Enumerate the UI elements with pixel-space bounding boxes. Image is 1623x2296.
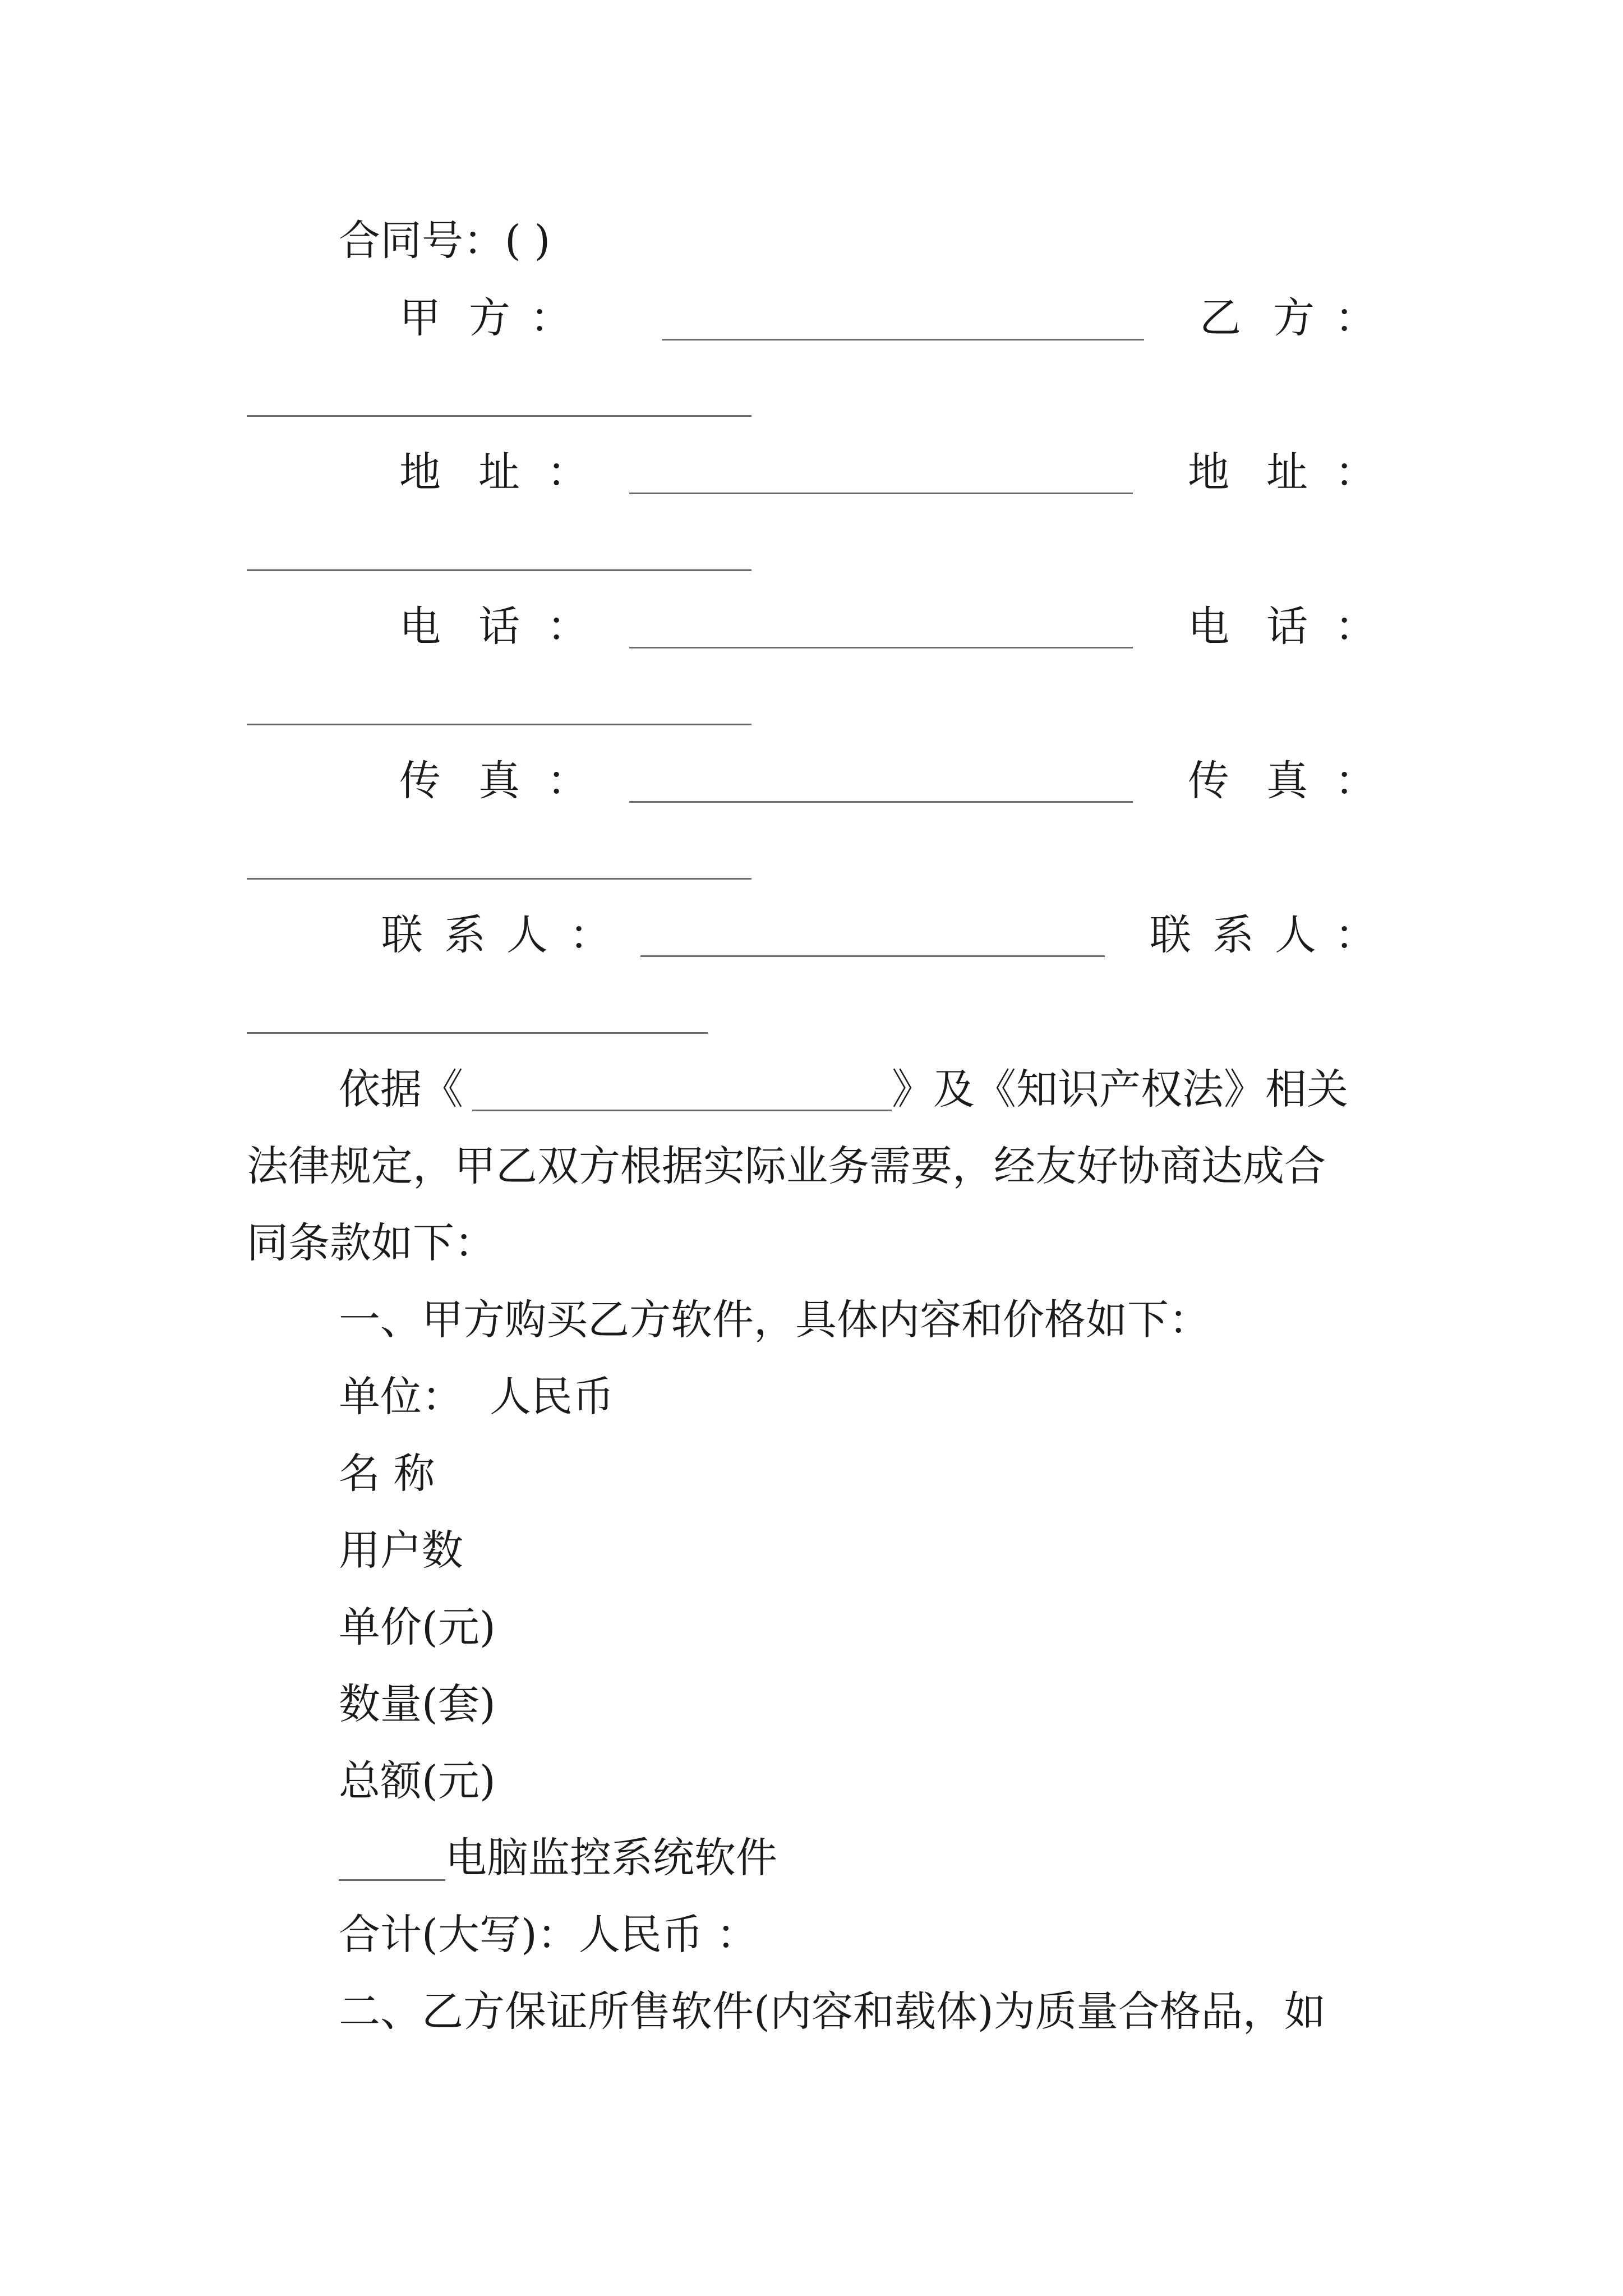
party-b-fax-label-2: 真 xyxy=(1266,757,1308,805)
party-b-name-label-1: 乙 xyxy=(1200,294,1241,342)
party-a-address-blank[interactable] xyxy=(629,493,1133,494)
party-b-phone-label-2: 话 xyxy=(1266,602,1308,651)
party-b-name-label-2: 方 xyxy=(1273,294,1315,342)
total-amount: 合计(大写)：人民币 ： xyxy=(339,1911,758,1959)
party-a-phone-label-1: 电 xyxy=(399,602,441,651)
party-b-fax-label-1: 传 xyxy=(1188,757,1229,805)
header-total: 总额(元) xyxy=(339,1757,496,1805)
clause-1: 一、甲方购买乙方软件，具体内容和价格如下： xyxy=(339,1296,1210,1344)
product-prefix-blank[interactable] xyxy=(339,1879,445,1881)
header-users: 用户数 xyxy=(339,1526,463,1575)
party-a-address-label-colon: ： xyxy=(547,448,588,496)
party-b-phone-label-colon: ： xyxy=(1335,602,1376,651)
party-a-name-label-colon: ： xyxy=(530,294,571,342)
party-a-contact-blank[interactable] xyxy=(640,955,1105,957)
law-name-blank[interactable] xyxy=(472,1110,892,1111)
party-a-phone-blank[interactable] xyxy=(629,647,1133,648)
preamble-line1-end: 》及《知识产权法》相关 xyxy=(892,1065,1348,1114)
party-b-address-label-1: 地 xyxy=(1188,448,1229,496)
party-a-fax-label-1: 传 xyxy=(399,757,441,805)
party-a-address-label-2: 址 xyxy=(478,448,520,496)
party-b-contact-blank[interactable] xyxy=(247,1032,708,1034)
party-a-name-blank[interactable] xyxy=(662,339,1144,341)
party-b-fax-label-colon: ： xyxy=(1335,757,1376,805)
header-quantity: 数量(套) xyxy=(339,1680,496,1728)
party-b-fax-blank[interactable] xyxy=(247,878,751,880)
party-b-address-blank[interactable] xyxy=(247,569,751,571)
party-b-address-label-2: 址 xyxy=(1266,448,1308,496)
party-b-contact-label-2: 系 xyxy=(1212,911,1254,959)
party-a-contact-label-colon: ： xyxy=(569,911,611,959)
party-b-address-label-colon: ： xyxy=(1335,448,1376,496)
party-a-phone-label-2: 话 xyxy=(478,602,520,651)
party-b-phone-blank[interactable] xyxy=(247,724,751,725)
clause-2: 二、乙方保证所售软件(内容和载体)为质量合格品，如 xyxy=(339,1987,1326,2036)
party-b-name-blank[interactable] xyxy=(247,415,751,417)
party-a-contact-label-3: 人 xyxy=(506,911,548,959)
party-b-contact-label-1: 联 xyxy=(1150,911,1191,959)
preamble-line3: 同条款如下： xyxy=(247,1219,496,1267)
party-b-contact-label-3: 人 xyxy=(1275,911,1316,959)
preamble-line2: 法律规定，甲乙双方根据实际业务需要，经友好协商达成合 xyxy=(247,1142,1326,1190)
product-name: 电脑监控系统软件 xyxy=(445,1834,777,1882)
header-unit-price: 单价(元) xyxy=(339,1603,496,1651)
party-b-phone-label-1: 电 xyxy=(1188,602,1229,651)
party-b-name-label-colon: ： xyxy=(1335,294,1376,342)
party-a-name-label-2: 方 xyxy=(469,294,510,342)
header-name: 名 称 xyxy=(339,1450,435,1498)
preamble-line1-start: 依据《 xyxy=(339,1065,463,1114)
party-a-address-label-1: 地 xyxy=(399,448,441,496)
party-a-fax-label-2: 真 xyxy=(478,757,520,805)
party-a-fax-blank[interactable] xyxy=(629,801,1133,803)
party-a-contact-label-2: 系 xyxy=(444,911,486,959)
party-a-contact-label-1: 联 xyxy=(381,911,423,959)
unit-label: 单位： 人民币 xyxy=(339,1373,615,1421)
party-b-contact-label-colon: ： xyxy=(1335,911,1376,959)
contract-number: 合同号：( ) xyxy=(339,217,551,265)
party-a-phone-label-colon: ： xyxy=(547,602,588,651)
party-a-fax-label-colon: ： xyxy=(547,757,588,805)
party-a-name-label-1: 甲 xyxy=(399,294,441,342)
